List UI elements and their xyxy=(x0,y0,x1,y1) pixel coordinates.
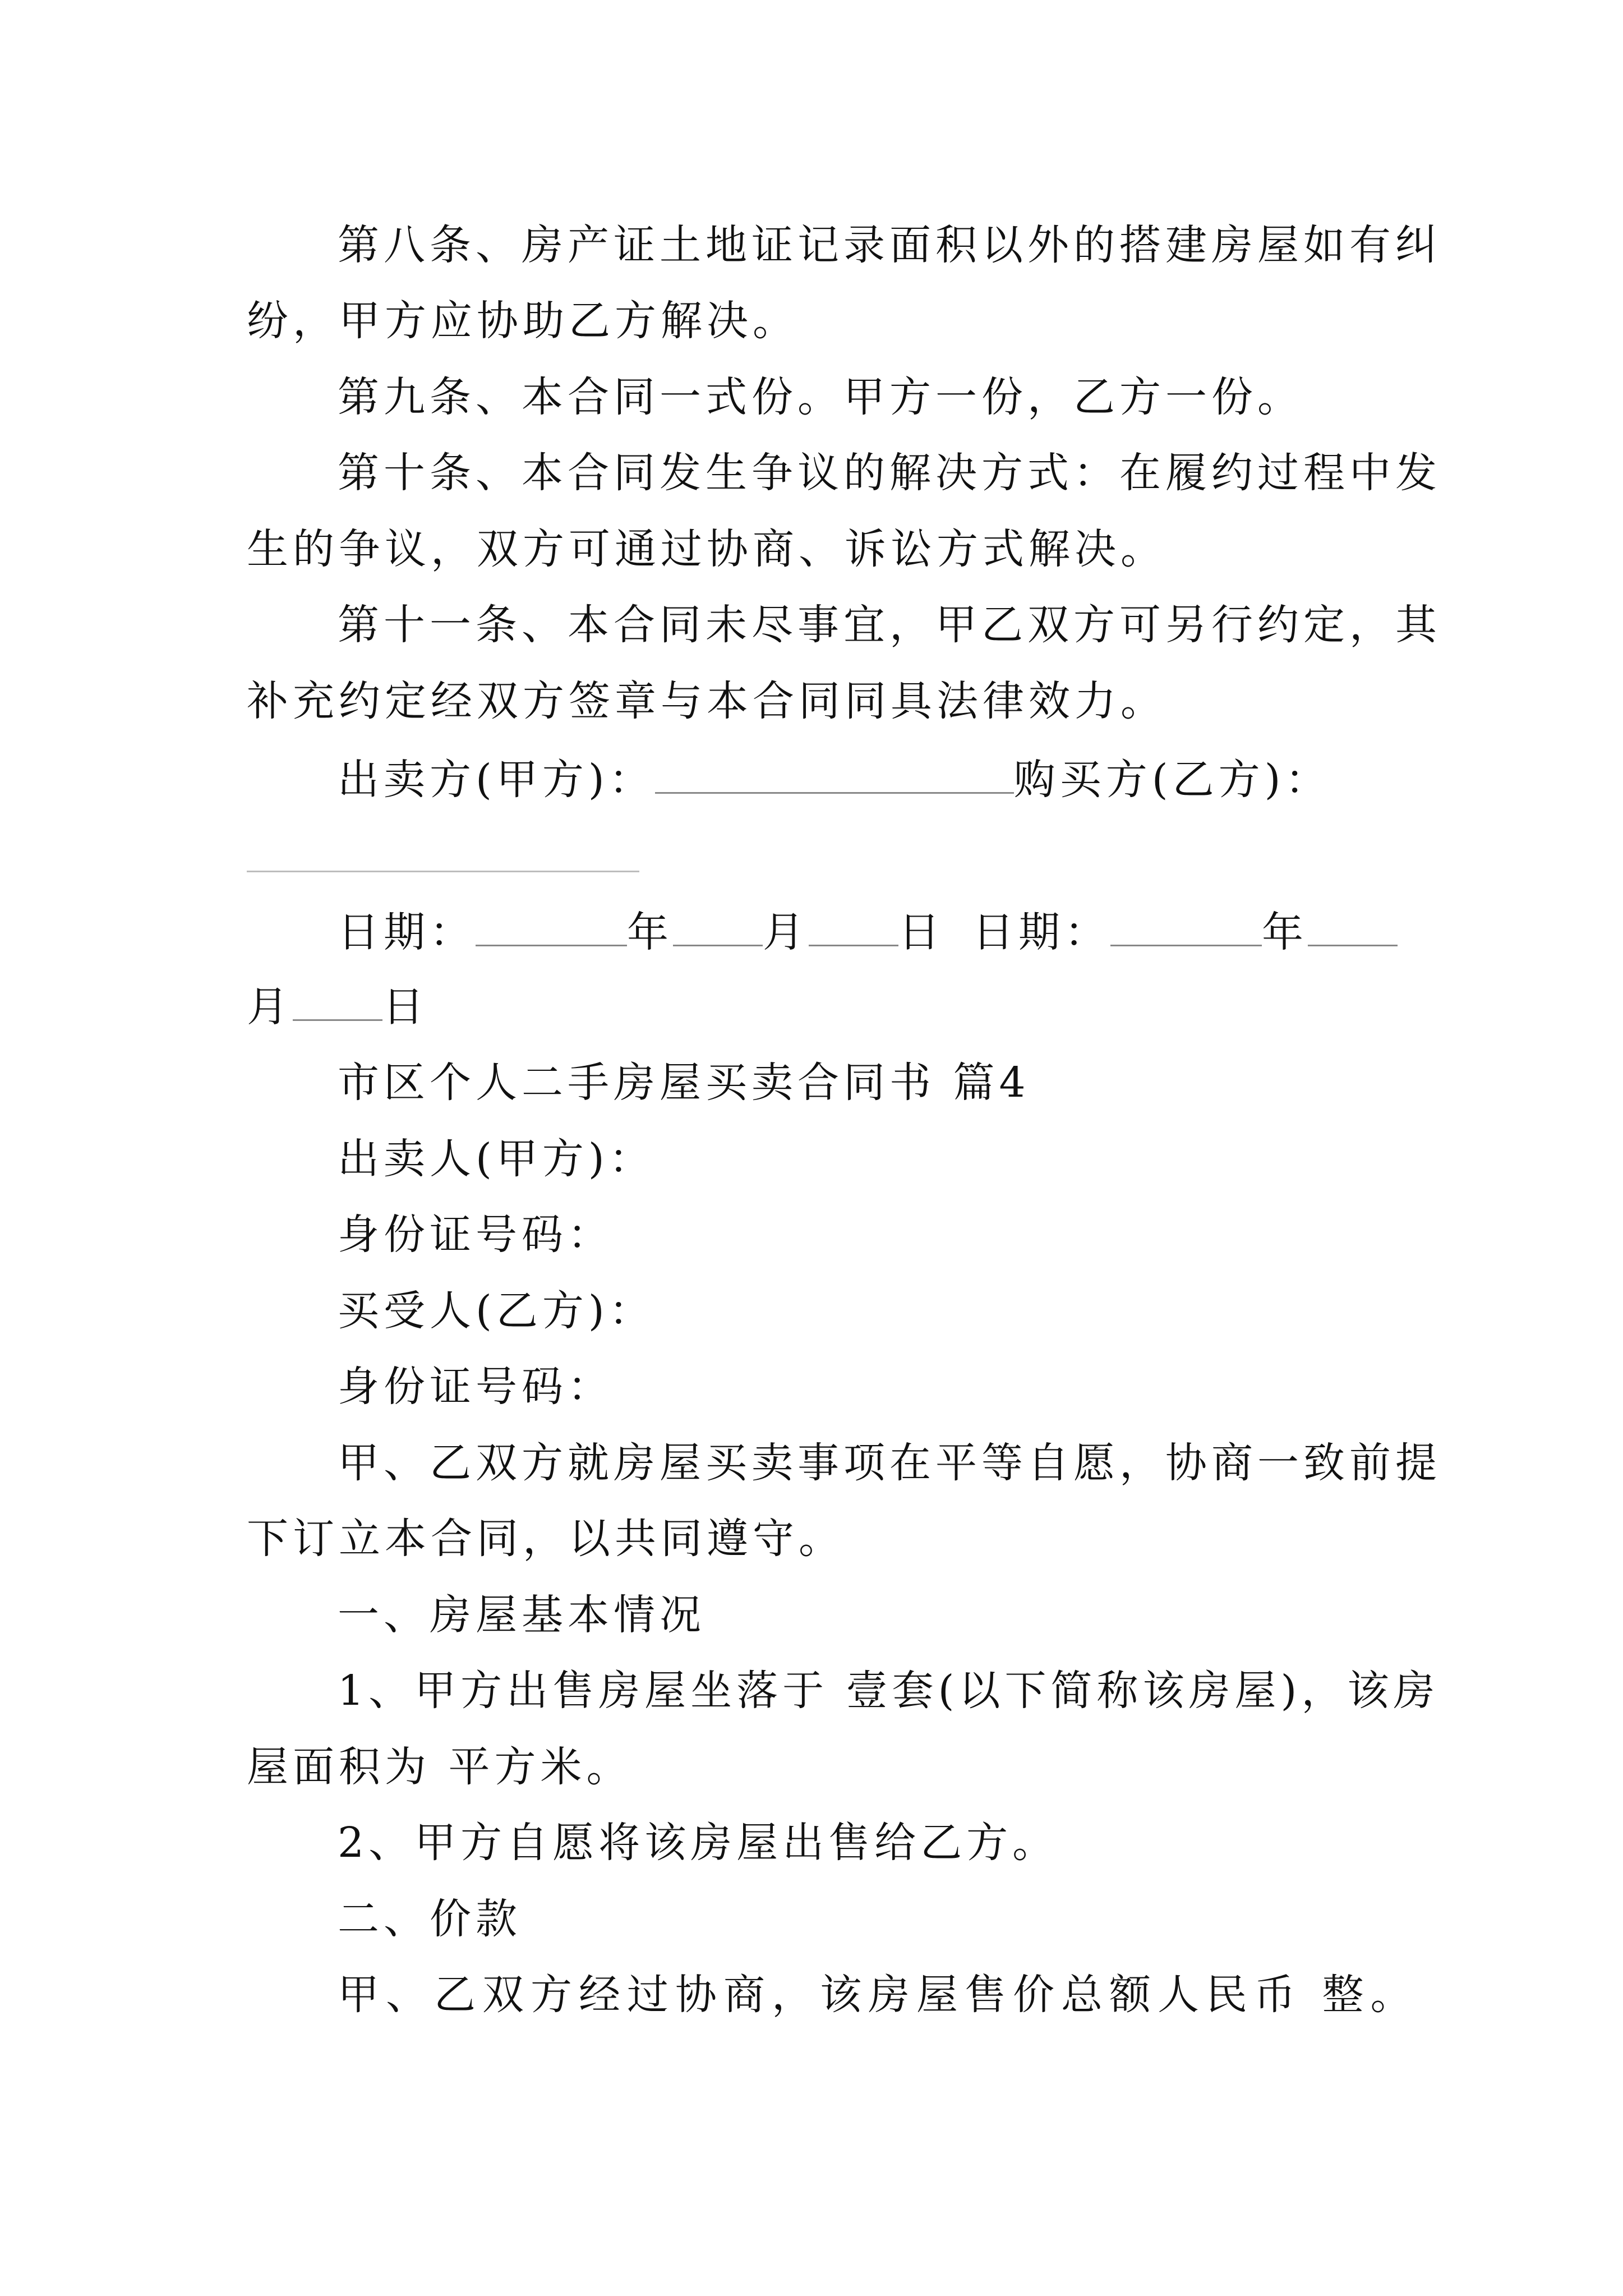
buyer-id-label: 身份证号码： xyxy=(338,1363,614,1411)
article-8-line-2: 纷，甲方应协助乙方解决。 xyxy=(247,297,799,345)
section-1-heading: 一、房屋基本情况 xyxy=(338,1591,706,1639)
signature-date-line xyxy=(338,907,1482,958)
seller-id-label: 身份证号码： xyxy=(338,1211,614,1259)
article-10-line-2: 生的争议，双方可通过协商、诉讼方式解决。 xyxy=(247,525,1166,573)
contract-4-title: 市区个人二手房屋买卖合同书 篇4 xyxy=(338,1059,1030,1107)
article-11-line-2: 补充约定经双方签章与本合同同具法律效力。 xyxy=(247,677,1166,725)
date-label-seller: 日期： xyxy=(338,908,476,956)
seller-day-unit: 日 xyxy=(898,908,944,956)
article-9: 第九条、本合同一式份。甲方一份，乙方一份。 xyxy=(338,373,1303,421)
item-1-line-1: 1、甲方出售房屋坐落于 壹套(以下简称该房屋)，该房 xyxy=(338,1667,1440,1715)
seller-month-blank xyxy=(673,907,763,946)
buyer-year-blank xyxy=(1110,907,1262,946)
buyer-month-blank-part xyxy=(1308,907,1398,946)
seller-day-blank xyxy=(809,907,898,946)
buyer-month-unit: 月 xyxy=(247,983,293,1031)
buyer-day-unit: 日 xyxy=(382,983,428,1031)
buyer-signature-blank xyxy=(247,871,639,872)
date-label-buyer: 日期： xyxy=(972,908,1110,956)
article-11-line-1: 第十一条、本合同未尽事宜，甲乙双方可另行约定，其 xyxy=(338,601,1441,649)
item-2: 2、甲方自愿将该房屋出售给乙方。 xyxy=(338,1819,1059,1867)
seller-field-label: 出卖人(甲方)： xyxy=(338,1135,655,1183)
seller-signature-label: 出卖方(甲方)： xyxy=(338,756,655,804)
signature-date-line-2 xyxy=(247,982,1391,1032)
seller-year-blank xyxy=(476,907,627,946)
buyer-year-unit: 年 xyxy=(1262,908,1308,956)
seller-year-unit: 年 xyxy=(627,908,673,956)
section-2-heading: 二、价款 xyxy=(338,1895,522,1943)
item-1-line-2: 屋面积为 平方米。 xyxy=(247,1743,633,1791)
seller-signature-blank xyxy=(655,754,1014,794)
article-8-line-1: 第八条、房产证土地证记录面积以外的搭建房屋如有纠 xyxy=(338,221,1441,269)
buyer-day-blank xyxy=(293,982,382,1021)
signature-parties-line xyxy=(338,754,1482,805)
buyer-field-label: 买受人(乙方)： xyxy=(338,1287,655,1335)
price-line: 甲、乙双方经过协商，该房屋售价总额人民币 整。 xyxy=(338,1971,1419,2019)
intro-line-1: 甲、乙双方就房屋买卖事项在平等自愿，协商一致前提 xyxy=(338,1439,1441,1487)
seller-month-unit: 月 xyxy=(763,908,809,956)
article-10-line-1: 第十条、本合同发生争议的解决方式：在履约过程中发 xyxy=(338,449,1441,497)
buyer-signature-label: 购买方(乙方)： xyxy=(1013,756,1331,804)
intro-line-2: 下订立本合同，以共同遵守。 xyxy=(247,1515,845,1563)
